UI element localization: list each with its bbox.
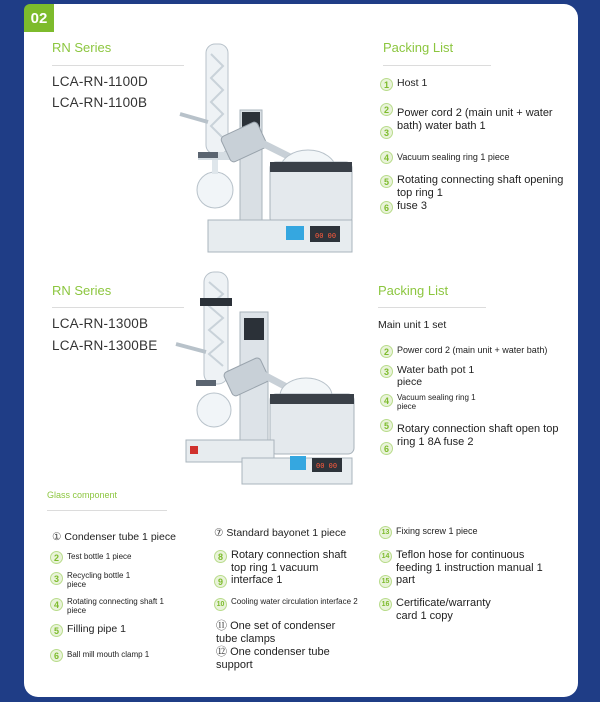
packing-item (380, 418, 567, 448)
divider (47, 510, 167, 511)
packing-item (380, 364, 477, 388)
item-text: Fixing screw 1 piece (396, 526, 478, 536)
glass-item (52, 531, 176, 543)
glass-item (216, 646, 346, 671)
packing-item (380, 102, 577, 132)
packing-item (380, 150, 509, 164)
series-title-2: RN Series (52, 283, 112, 298)
item-number: 14 (379, 550, 392, 563)
glass-item (379, 574, 415, 588)
glass-item (50, 571, 145, 589)
item-number: 3 (50, 572, 63, 585)
item-text: Vacuum sealing ring 1 piece (397, 393, 476, 412)
packing-item (380, 393, 492, 411)
divider (378, 307, 486, 308)
item-number: ⑫ (216, 646, 227, 658)
item-text: part (396, 574, 415, 586)
item-text-with-number (216, 646, 346, 671)
item-number: 3 (380, 365, 393, 378)
item-number: 15 (379, 575, 392, 588)
item-text: Filling pipe 1 (67, 623, 126, 635)
glass-item (50, 597, 177, 615)
item-text: Standard bayonet 1 piece (226, 527, 347, 539)
item-text: Rotary connection shaft open top ring 1 8A fuse 2 (397, 423, 559, 448)
packing-item (380, 125, 397, 139)
rotary-evaporator-image-1 (178, 42, 360, 258)
item-text: Certificate/warranty card 1 copy (396, 597, 491, 622)
model-name: LCA-RN-1300BE (52, 338, 158, 353)
packing-title-1: Packing List (383, 40, 454, 55)
glass-item (214, 597, 371, 611)
item-text: Host 1 (397, 77, 428, 89)
glass-item (50, 550, 131, 564)
model-name: LCA-RN-1100B (52, 95, 148, 110)
item-number: 4 (380, 394, 393, 407)
glass-item (379, 597, 511, 622)
model-name: LCA-RN-1100D (52, 74, 148, 89)
divider (383, 65, 491, 66)
glass-item (50, 623, 126, 637)
glass-item (216, 620, 346, 645)
item-text: Rotary connection shaft top ring 1 vacuum (231, 549, 347, 574)
item-text: Power cord 2 (main unit + water bath) (397, 345, 548, 355)
rotary-evaporator-image-2 (172, 268, 362, 488)
glass-item (214, 574, 282, 588)
glass-item (214, 549, 361, 574)
glass-component-title: Glass component (47, 490, 118, 500)
item-text: Power cord 2 (main unit + water bath) water bath 1 (397, 107, 553, 132)
glass-item (50, 648, 149, 662)
svg-text:00 00: 00 00 (316, 462, 338, 470)
item-text: Water bath pot 1 piece (397, 364, 475, 389)
packing-item (380, 344, 547, 358)
item-number: 4 (50, 598, 63, 611)
item-number: 2 (380, 345, 393, 358)
item-number: 10 (214, 598, 227, 611)
packing-item (380, 200, 427, 214)
item-number: 16 (379, 598, 392, 611)
packing-item (380, 174, 577, 199)
item-text: Rotating connecting shaft opening top ring 1 (397, 174, 564, 199)
item-number: 1 (380, 78, 393, 91)
item-number: 13 (379, 526, 392, 539)
packing-title-2: Packing List (378, 283, 449, 298)
item-text: Cooling water circulation interface 2 (231, 597, 358, 606)
svg-text:00 00: 00 00 (315, 232, 337, 240)
divider (52, 65, 184, 66)
item-number: 6 (50, 649, 63, 662)
item-number: 2 (50, 551, 63, 564)
item-text: Vacuum sealing ring 1 piece (397, 152, 510, 162)
item-number: ① (52, 531, 62, 543)
item-text-with-number (216, 620, 346, 645)
item-text: One set of condenser tube clamps (216, 620, 336, 645)
item-text: Recycling bottle 1 piece (67, 571, 131, 590)
main-unit-text: Main unit 1 set (378, 319, 447, 331)
item-number: 5 (380, 175, 393, 188)
item-number: 4 (380, 151, 393, 164)
item-number: ⑪ (216, 620, 227, 632)
item-text: Teflon hose for continuous feeding 1 instruction manual 1 (396, 549, 543, 574)
glass-item (379, 525, 478, 539)
item-number: 6 (380, 201, 393, 214)
packing-item (380, 77, 427, 91)
item-text: Rotating connecting shaft 1 piece (67, 597, 164, 616)
item-number: 3 (380, 126, 393, 139)
item-text: fuse 3 (397, 200, 427, 212)
item-number: 8 (214, 550, 227, 563)
model-name: LCA-RN-1300B (52, 316, 149, 331)
series-title-1: RN Series (52, 40, 112, 55)
item-number: 5 (380, 419, 393, 432)
divider (52, 307, 184, 308)
item-text: interface 1 (231, 574, 283, 586)
item-text: Condenser tube 1 piece (64, 531, 176, 543)
item-number: 6 (380, 442, 393, 455)
glass-item (379, 549, 556, 574)
packing-item (380, 441, 397, 455)
item-text: One condenser tube support (216, 646, 330, 671)
item-number: 5 (50, 624, 63, 637)
item-number: 9 (214, 575, 227, 588)
item-text: Test bottle 1 piece (67, 552, 132, 561)
glass-item (214, 527, 346, 539)
item-text: Ball mill mouth clamp 1 (67, 650, 150, 659)
item-number: ⑦ (214, 527, 224, 539)
section-badge: 02 (24, 4, 54, 32)
item-number: 2 (380, 103, 393, 116)
